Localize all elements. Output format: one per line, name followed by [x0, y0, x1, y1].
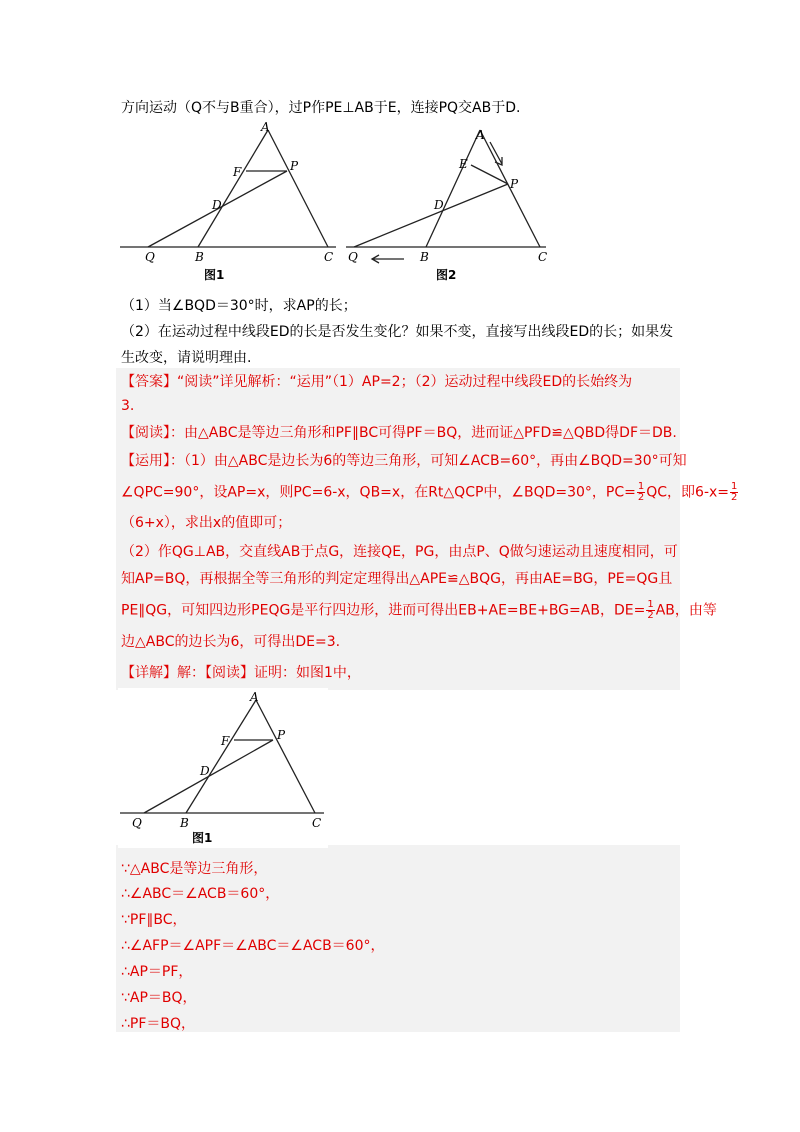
- apply-line-2-part-a: ∠QPC=90°，设AP=x，则PC=6-x，QB=x，在Rt△QCP中，∠BQD=30°，PC=: [121, 484, 636, 501]
- apply2-line-3-part-b: AB，由等: [655, 602, 717, 619]
- label-c: C: [312, 816, 322, 830]
- reading-line-1: 【阅读】：由△ABC是等边三角形和PF∥BC可得PF＝BQ，进而证△PFD≌△QBD得DF＝DB.: [121, 425, 677, 441]
- label-b: B: [195, 250, 204, 264]
- label-p: P: [277, 728, 286, 742]
- label-p: P: [510, 177, 519, 191]
- proof-line-4: ∴∠AFP＝∠APF＝∠ABC＝∠ACB＝60°，: [121, 938, 385, 954]
- apply2-line-3: [121, 600, 717, 621]
- label-a: A: [250, 690, 259, 704]
- fraction-denominator: 2: [637, 492, 645, 503]
- apply-line-1: 【运用】：（1）由△ABC是边长为6的等边三角形，可知∠ACB=60°，再由∠BQD=30°可知: [121, 453, 687, 469]
- proof-line-2: ∴∠ABC＝∠ACB＝60°，: [121, 886, 280, 902]
- question-1: （1）当∠BQD＝30°时，求AP的长；: [121, 298, 357, 314]
- label-p: P: [290, 159, 299, 173]
- proof-line-7: ∴PF＝BQ，: [121, 1016, 196, 1032]
- label-q: Q: [145, 250, 155, 264]
- label-q: Q: [132, 816, 142, 830]
- answer-line-2: 3.: [121, 398, 135, 414]
- proof-line-1: ∵△ABC是等边三角形，: [121, 861, 268, 877]
- label-e: E: [459, 157, 468, 171]
- fraction-numerator: 1: [647, 599, 654, 610]
- label-q: Q: [348, 250, 358, 264]
- label-c: C: [538, 250, 548, 264]
- figure-1: [118, 118, 338, 286]
- label-d: D: [200, 764, 210, 778]
- question-2-line-1: （2）在运动过程中线段ED的长是否发生变化？如果不变，直接写出线段ED的长；如果发: [121, 324, 674, 340]
- figure-1-caption: 图1: [204, 268, 225, 282]
- proof-line-6: ∵AP＝BQ，: [121, 990, 197, 1006]
- label-c: C: [324, 250, 334, 264]
- fraction-half: [730, 482, 738, 503]
- figure-2: [342, 118, 557, 286]
- label-f: F: [233, 165, 242, 179]
- label-a: A: [476, 128, 485, 142]
- apply2-line-2: 知AP=BQ，再根据全等三角形的判定定理得出△APE≌△BQG，再由AE=BG，PE=QG且: [121, 571, 673, 587]
- label-b: B: [180, 816, 189, 830]
- apply-line-2-part-b: QC，即6-x=: [646, 484, 730, 501]
- segment-ac: [268, 130, 328, 247]
- label-a: A: [261, 120, 270, 134]
- intro-text: 方向运动（Q不与B重合），过P作PE⊥AB于E，连接PQ交AB于D.: [121, 100, 521, 116]
- segment-ab: [426, 130, 480, 247]
- label-f: F: [221, 734, 230, 748]
- fraction-numerator: 1: [637, 481, 645, 492]
- apply-line-3: （6+x），求出x的值即可；: [121, 515, 292, 531]
- apply-line-2: [121, 482, 739, 503]
- detail-line-1: 【详解】解：【阅读】证明：如图1中，: [121, 665, 361, 681]
- fraction-denominator: 2: [647, 610, 654, 621]
- figure-3-caption: 图1: [192, 831, 213, 845]
- fraction-half: [637, 482, 645, 503]
- segment-ab: [198, 130, 268, 247]
- proof-line-5: ∴AP＝PF，: [121, 964, 193, 980]
- figure-2-caption: 图2: [436, 268, 457, 282]
- label-d: D: [212, 198, 222, 212]
- fraction-numerator: 1: [731, 481, 738, 492]
- proof-line-3: ∵PF∥BC，: [121, 912, 187, 928]
- label-d: D: [434, 198, 444, 212]
- apply2-line-3-part-a: PE∥QG，可知四边形PEQG是平行四边形，进而可得出EB+AE=BE+BG=AB，DE=: [121, 602, 646, 619]
- figure-3: [118, 688, 328, 848]
- label-b: B: [420, 250, 429, 264]
- answer-line-1: 【答案】“阅读”详见解析：“运用”（1）AP=2；（2）运动过程中线段ED的长始终为: [121, 374, 633, 390]
- apply2-line-4: 边△ABC的边长为6，可得出DE=3.: [121, 634, 341, 650]
- apply2-line-1: （2）作QG⊥AB，交直线AB于点G，连接QE，PG，由点P、Q做匀速运动且速度相同，可: [121, 544, 678, 560]
- question-2-line-2: 生改变，请说明理由.: [121, 350, 252, 366]
- fraction-half: [646, 600, 654, 621]
- fraction-denominator: 2: [731, 492, 738, 503]
